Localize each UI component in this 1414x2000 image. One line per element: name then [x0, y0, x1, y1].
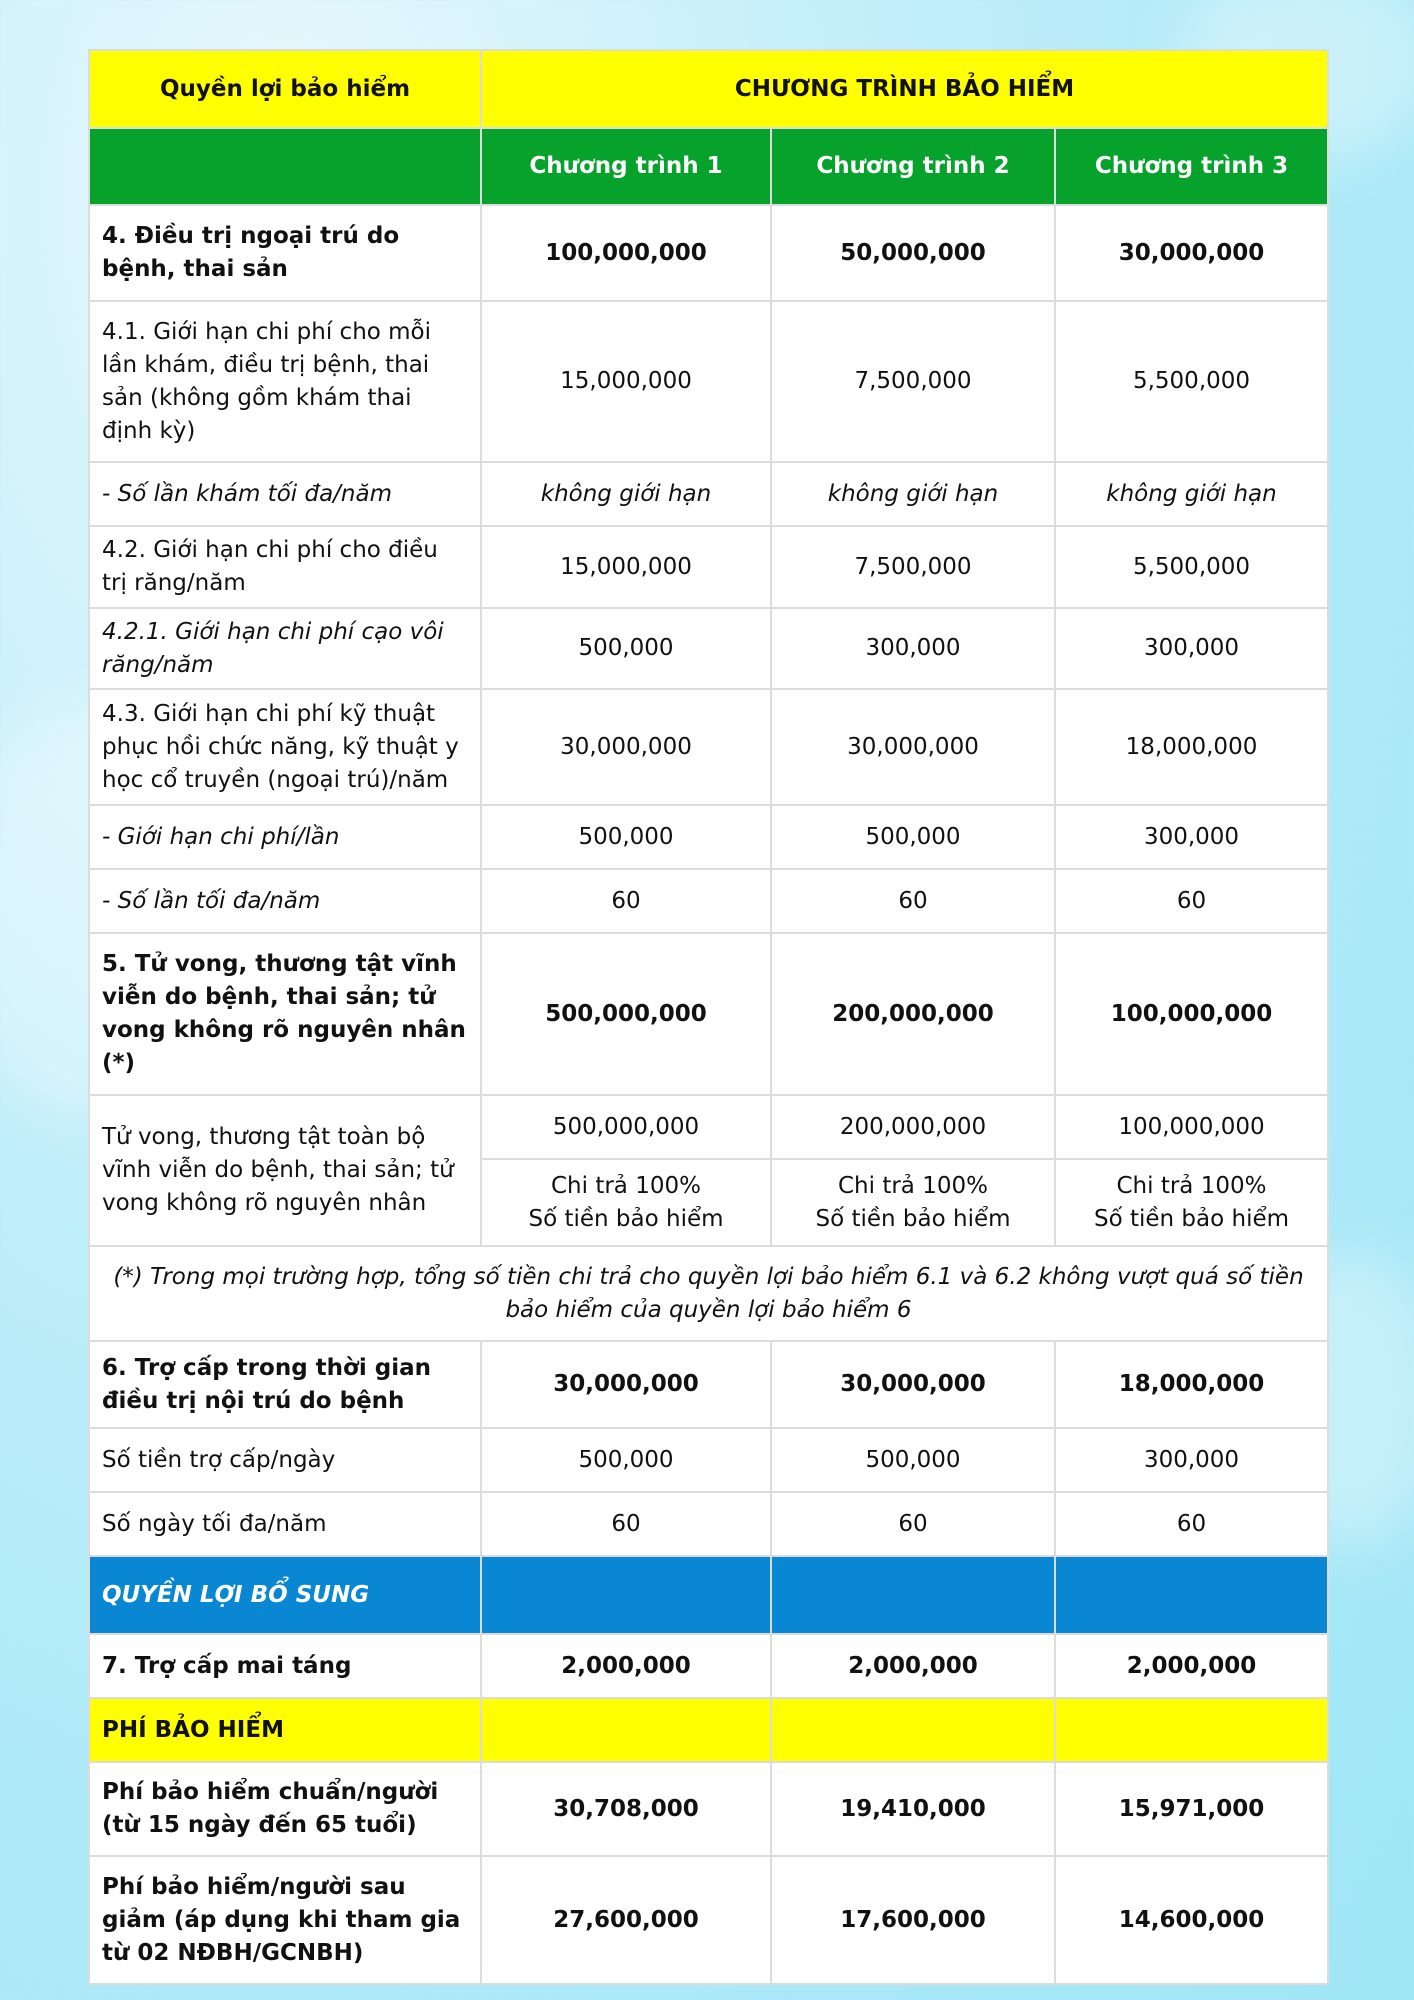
row-label: 4.2.1. Giới hạn chi phí cạo vôi răng/năm [89, 608, 481, 689]
table-row [89, 1492, 1328, 1556]
program-2-value: 19,410,000 [771, 1762, 1055, 1856]
program-3-value: 300,000 [1055, 608, 1328, 689]
program-3-value: 5,500,000 [1055, 526, 1328, 608]
program-2-value: 2,000,000 [771, 1634, 1055, 1698]
program-3-value: 30,000,000 [1055, 205, 1328, 301]
section-header-cell [771, 1698, 1055, 1762]
row-label: Số tiền trợ cấp/ngày [89, 1428, 481, 1492]
table-row [89, 301, 1328, 462]
program-3-payout [1055, 1159, 1328, 1246]
program-1-value: không giới hạn [481, 462, 771, 526]
payout-line-2: Số tiền bảo hiểm [1093, 1205, 1290, 1232]
program-1-value: 500,000,000 [481, 933, 771, 1095]
table-row [89, 869, 1328, 933]
program-1-value: 2,000,000 [481, 1634, 771, 1698]
program-3-value: 60 [1055, 1492, 1328, 1556]
row-label: 4.3. Giới hạn chi phí kỹ thuật phục hồi chức năng, kỹ thuật y học cổ truyền (ngoại trú)/năm [89, 689, 481, 805]
extra-benefits-header: QUYỀN LỢI BỔ SUNG [89, 1556, 481, 1634]
program-2-value: 300,000 [771, 608, 1055, 689]
program-3-value: 15,971,000 [1055, 1762, 1328, 1856]
program-1-value: 15,000,000 [481, 301, 771, 462]
program-3-value: 100,000,000 [1055, 933, 1328, 1095]
insurance-benefits-table [88, 49, 1329, 1985]
section-header-cell [481, 1698, 771, 1762]
table-row [89, 205, 1328, 301]
program-1-value: 500,000 [481, 805, 771, 869]
row-label: 5. Tử vong, thương tật vĩnh viễn do bệnh, thai sản; tử vong không rõ nguyên nhân (*) [89, 933, 481, 1095]
table-header-row [89, 50, 1328, 128]
row-label: - Giới hạn chi phí/lần [89, 805, 481, 869]
row-label: 7. Trợ cấp mai táng [89, 1634, 481, 1698]
program-2-value: 60 [771, 869, 1055, 933]
program-3-value: 300,000 [1055, 1428, 1328, 1492]
payout-line-2: Số tiền bảo hiểm [528, 1205, 724, 1232]
program-2-value: 50,000,000 [771, 205, 1055, 301]
program-3-header: Chương trình 3 [1055, 128, 1328, 205]
program-2-value: 30,000,000 [771, 1341, 1055, 1428]
program-1-value: 500,000,000 [481, 1095, 771, 1159]
table-row [89, 526, 1328, 608]
program-3-value: 2,000,000 [1055, 1634, 1328, 1698]
table-row [89, 1762, 1328, 1856]
program-2-value: 200,000,000 [771, 933, 1055, 1095]
program-2-value: 200,000,000 [771, 1095, 1055, 1159]
program-3-value: 60 [1055, 869, 1328, 933]
row-label: Phí bảo hiểm chuẩn/người (từ 15 ngày đến 65 tuổi) [89, 1762, 481, 1856]
table-row [89, 933, 1328, 1095]
table-row [89, 805, 1328, 869]
table-row [89, 689, 1328, 805]
section-header-cell [481, 1556, 771, 1634]
program-1-value: 30,000,000 [481, 689, 771, 805]
program-2-value: 7,500,000 [771, 301, 1055, 462]
program-3-value: 5,500,000 [1055, 301, 1328, 462]
row-label: Phí bảo hiểm/người sau giảm (áp dụng khi tham gia từ 02 NĐBH/GCNBH) [89, 1856, 481, 1984]
program-3-value: 14,600,000 [1055, 1856, 1328, 1984]
section-header-row [89, 1698, 1328, 1762]
table-row [89, 1634, 1328, 1698]
program-group-header: CHƯƠNG TRÌNH BẢO HIỂM [481, 50, 1328, 128]
table-row [89, 462, 1328, 526]
program-3-value: 300,000 [1055, 805, 1328, 869]
program-1-value: 500,000 [481, 608, 771, 689]
table-row [89, 1095, 1328, 1159]
footnote-row [89, 1246, 1328, 1341]
empty-header-cell [89, 128, 481, 205]
program-1-payout [481, 1159, 771, 1246]
section-header-cell [771, 1556, 1055, 1634]
program-2-value: không giới hạn [771, 462, 1055, 526]
section-header-cell [1055, 1698, 1328, 1762]
program-header-row [89, 128, 1328, 205]
benefit-column-header: Quyền lợi bảo hiểm [89, 50, 481, 128]
row-label: 4. Điều trị ngoại trú do bệnh, thai sản [89, 205, 481, 301]
table-row [89, 1341, 1328, 1428]
row-label: 6. Trợ cấp trong thời gian điều trị nội trú do bệnh [89, 1341, 481, 1428]
row-label: - Số lần khám tối đa/năm [89, 462, 481, 526]
payout-line-1: Chi trả 100% [551, 1172, 701, 1199]
table-row [89, 1428, 1328, 1492]
program-1-value: 30,000,000 [481, 1341, 771, 1428]
section-header-cell [1055, 1556, 1328, 1634]
program-1-value: 27,600,000 [481, 1856, 771, 1984]
program-1-value: 15,000,000 [481, 526, 771, 608]
row-label: 4.1. Giới hạn chi phí cho mỗi lần khám, điều trị bệnh, thai sản (không gồm khám thai định kỳ) [89, 301, 481, 462]
program-1-header: Chương trình 1 [481, 128, 771, 205]
program-2-value: 17,600,000 [771, 1856, 1055, 1984]
footnote: (*) Trong mọi trường hợp, tổng số tiền chi trả cho quyền lợi bảo hiểm 6.1 và 6.2 không vượt quá số tiền bảo hiểm của quyền lợi bảo hiểm 6 [89, 1246, 1328, 1341]
program-2-value: 500,000 [771, 1428, 1055, 1492]
program-1-value: 60 [481, 869, 771, 933]
payout-line-1: Chi trả 100% [838, 1172, 988, 1199]
row-label: 4.2. Giới hạn chi phí cho điều trị răng/năm [89, 526, 481, 608]
program-2-header: Chương trình 2 [771, 128, 1055, 205]
payout-line-2: Số tiền bảo hiểm [815, 1205, 1011, 1232]
row-label: - Số lần tối đa/năm [89, 869, 481, 933]
row-label: Tử vong, thương tật toàn bộ vĩnh viễn do bệnh, thai sản; tử vong không rõ nguyên nhân [89, 1095, 481, 1246]
program-1-value: 30,708,000 [481, 1762, 771, 1856]
program-2-payout [771, 1159, 1055, 1246]
program-3-value: 100,000,000 [1055, 1095, 1328, 1159]
table-row [89, 608, 1328, 689]
program-1-value: 100,000,000 [481, 205, 771, 301]
fee-header: PHÍ BẢO HIỂM [89, 1698, 481, 1762]
program-2-value: 60 [771, 1492, 1055, 1556]
program-3-value: 18,000,000 [1055, 1341, 1328, 1428]
program-1-value: 60 [481, 1492, 771, 1556]
program-1-value: 500,000 [481, 1428, 771, 1492]
section-header-row [89, 1556, 1328, 1634]
program-2-value: 7,500,000 [771, 526, 1055, 608]
table-row [89, 1856, 1328, 1984]
row-label: Số ngày tối đa/năm [89, 1492, 481, 1556]
payout-line-1: Chi trả 100% [1116, 1172, 1267, 1199]
program-2-value: 500,000 [771, 805, 1055, 869]
program-3-value: không giới hạn [1055, 462, 1328, 526]
program-2-value: 30,000,000 [771, 689, 1055, 805]
program-3-value: 18,000,000 [1055, 689, 1328, 805]
